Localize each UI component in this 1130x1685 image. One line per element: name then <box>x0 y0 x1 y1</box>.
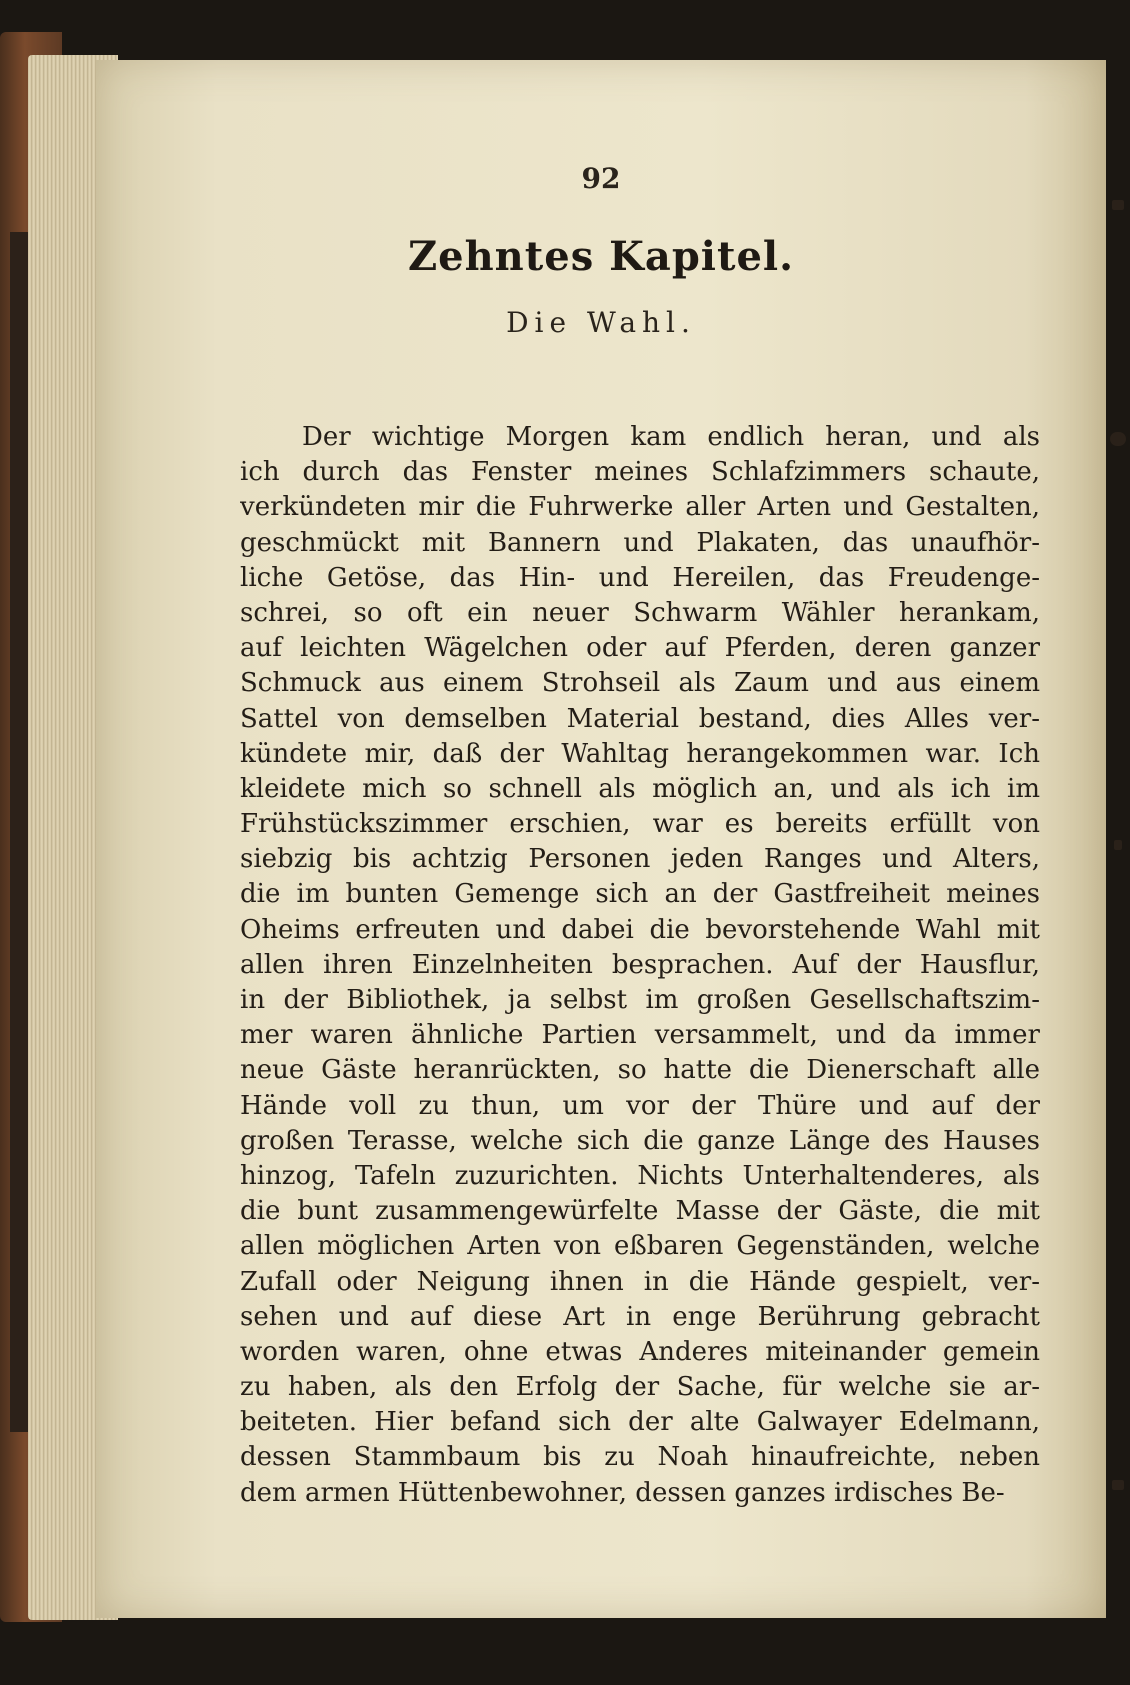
text-line: Hände voll zu thun, um vor der Thüre und auf der <box>240 1090 1040 1121</box>
chapter-subtitle: Die Wahl. <box>506 306 696 339</box>
page-number: 92 <box>581 162 621 195</box>
text-line: die im bunten Gemenge sich an der Gastfreiheit meines <box>240 879 1040 910</box>
text-line: verkündeten mir die Fuhrwerke aller Arten und Gestalten, <box>240 492 1040 523</box>
text-line: Schmuck aus einem Strohseil als Zaum und aus einem <box>240 668 1040 699</box>
text-line: mer waren ähnliche Partien versammelt, und da immer <box>240 1020 1040 1051</box>
text-line: neue Gäste heranrückten, so hatte die Dienerschaft alle <box>240 1055 1040 1086</box>
text-line: Zufall oder Neigung ihnen in die Hände gespielt, ver- <box>240 1266 1040 1297</box>
text-line: ich durch das Fenster meines Schlafzimmers schaute, <box>240 457 1040 488</box>
text-line: worden waren, ohne etwas Anderes miteinander gemein <box>240 1336 1040 1367</box>
page-tab-mark <box>1114 840 1122 850</box>
text-line: großen Terasse, welche sich die ganze Länge des Hauses <box>240 1125 1040 1156</box>
page-tab-mark <box>1110 432 1126 446</box>
text-line: kündete mir, daß der Wahltag herangekommen war. Ich <box>240 738 1040 769</box>
text-line: siebzig bis achtzig Personen jeden Ranges und Alters, <box>240 844 1040 875</box>
page-tab-mark <box>1112 200 1124 210</box>
text-line: in der Bibliothek, ja selbst im großen Gesellschaftszim- <box>240 985 1040 1015</box>
text-line: liche Getöse, das Hin- und Hereilen, das Freudenge- <box>240 562 1040 593</box>
text-line: Der wichtige Morgen kam endlich heran, und als <box>302 422 1040 452</box>
text-line: Oheims erfreuten und dabei die bevorstehende Wahl mit <box>240 914 1040 945</box>
text-line: allen möglichen Arten von eßbaren Gegenständen, welche <box>240 1231 1040 1262</box>
page-tab-mark <box>1112 1480 1124 1490</box>
text-line: schrei, so oft ein neuer Schwarm Wähler herankam, <box>240 597 1040 628</box>
body-text <box>240 420 1040 1511</box>
chapter-title: Zehntes Kapitel. <box>407 233 795 280</box>
text-line: dessen Stammbaum bis zu Noah hinaufreichte, neben <box>240 1442 1040 1473</box>
text-line: hinzog, Tafeln zuzurichten. Nichts Unterhaltenderes, als <box>240 1160 1040 1191</box>
text-line: die bunt zusammengewürfelte Masse der Gäste, die mit <box>240 1196 1040 1227</box>
text-line: zu haben, als den Erfolg der Sache, für welche sie ar- <box>240 1372 1040 1403</box>
text-line: geschmückt mit Bannern und Plakaten, das unaufhör- <box>240 527 1040 558</box>
text-line: beiteten. Hier befand sich der alte Galwayer Edelmann, <box>240 1407 1040 1438</box>
text-line: sehen und auf diese Art in enge Berührung gebracht <box>240 1301 1040 1332</box>
text-line: dem armen Hüttenbewohner, dessen ganzes irdisches Be- <box>240 1477 1005 1508</box>
text-line: Sattel von demselben Material bestand, dies Alles ver- <box>240 703 1040 734</box>
text-line: auf leichten Wägelchen oder auf Pferden, deren ganzer <box>240 633 1040 664</box>
text-line: Frühstückszimmer erschien, war es bereits erfüllt von <box>240 809 1040 840</box>
text-line: kleidete mich so schnell als möglich an, und als ich im <box>240 773 1040 804</box>
text-line: allen ihren Einzelnheiten besprachen. Auf der Hausflur, <box>240 949 1040 980</box>
